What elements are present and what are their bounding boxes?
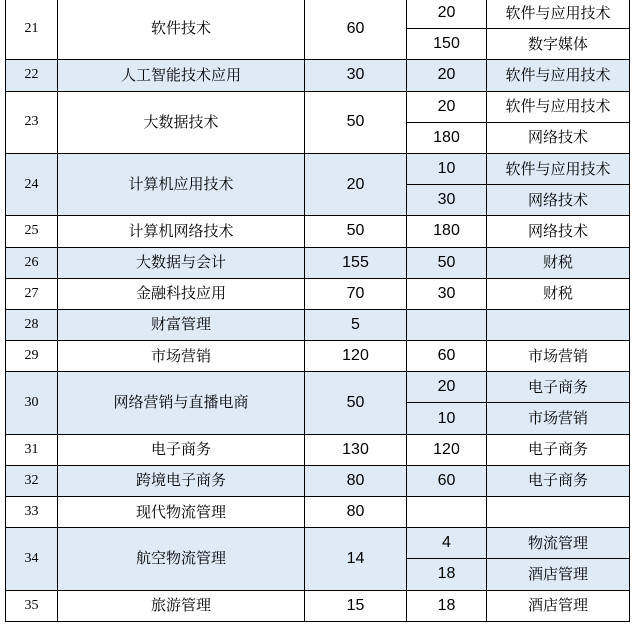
sub-count-cell: 18 [407, 590, 487, 621]
target-major-cell: 电子商务 [487, 465, 630, 496]
plan-count-cell: 50 [305, 372, 407, 434]
plan-count-cell: 130 [305, 434, 407, 465]
sub-count-cell: 20 [407, 91, 487, 122]
major-name-cell: 计算机应用技术 [58, 153, 305, 215]
target-major-cell: 市场营销 [487, 403, 630, 434]
target-major-cell: 软件与应用技术 [487, 153, 630, 184]
sub-count-cell: 10 [407, 403, 487, 434]
target-major-cell: 物流管理 [487, 528, 630, 559]
table-row [6, 60, 630, 91]
sub-count-cell: 20 [407, 372, 487, 403]
row-number-cell: 35 [6, 590, 58, 621]
major-name-cell: 大数据技术 [58, 91, 305, 153]
table-row [6, 341, 630, 372]
sub-count-cell: 18 [407, 559, 487, 590]
enrollment-table [5, 0, 630, 622]
plan-count-cell: 60 [305, 0, 407, 60]
target-major-cell: 电子商务 [487, 434, 630, 465]
major-name-cell: 金融科技应用 [58, 278, 305, 309]
sub-count-cell [407, 309, 487, 340]
plan-count-cell: 80 [305, 465, 407, 496]
major-name-cell: 旅游管理 [58, 590, 305, 621]
major-name-cell: 人工智能技术应用 [58, 60, 305, 91]
target-major-cell: 软件与应用技术 [487, 91, 630, 122]
target-major-cell [487, 497, 630, 528]
row-number-cell: 28 [6, 309, 58, 340]
sub-count-cell: 120 [407, 434, 487, 465]
sub-count-cell: 50 [407, 247, 487, 278]
plan-count-cell: 20 [305, 153, 407, 215]
target-major-cell: 网络技术 [487, 185, 630, 216]
major-name-cell: 大数据与会计 [58, 247, 305, 278]
sub-count-cell: 60 [407, 465, 487, 496]
major-name-cell: 财富管理 [58, 309, 305, 340]
plan-count-cell: 80 [305, 497, 407, 528]
table-row [6, 91, 630, 122]
sub-count-cell: 20 [407, 0, 487, 29]
row-number-cell: 33 [6, 497, 58, 528]
table-row [6, 434, 630, 465]
row-number-cell: 21 [6, 0, 58, 60]
row-number-cell: 26 [6, 247, 58, 278]
sub-count-cell: 180 [407, 122, 487, 153]
major-name-cell: 网络营销与直播电商 [58, 372, 305, 434]
table-row [6, 465, 630, 496]
table-row [6, 528, 630, 559]
row-number-cell: 27 [6, 278, 58, 309]
plan-count-cell: 50 [305, 216, 407, 247]
row-number-cell: 34 [6, 528, 58, 590]
sub-count-cell: 10 [407, 153, 487, 184]
row-number-cell: 29 [6, 341, 58, 372]
table-row [6, 372, 630, 403]
table-row [6, 0, 630, 29]
major-name-cell: 计算机网络技术 [58, 216, 305, 247]
table-row [6, 590, 630, 621]
plan-count-cell: 70 [305, 278, 407, 309]
plan-count-cell: 50 [305, 91, 407, 153]
plan-count-cell: 14 [305, 528, 407, 590]
row-number-cell: 23 [6, 91, 58, 153]
target-major-cell [487, 309, 630, 340]
plan-count-cell: 5 [305, 309, 407, 340]
sub-count-cell: 180 [407, 216, 487, 247]
target-major-cell: 市场营销 [487, 341, 630, 372]
major-name-cell: 现代物流管理 [58, 497, 305, 528]
target-major-cell: 酒店管理 [487, 559, 630, 590]
table-row [6, 309, 630, 340]
target-major-cell: 网络技术 [487, 122, 630, 153]
plan-count-cell: 30 [305, 60, 407, 91]
plan-count-cell: 155 [305, 247, 407, 278]
row-number-cell: 30 [6, 372, 58, 434]
row-number-cell: 31 [6, 434, 58, 465]
table-row [6, 497, 630, 528]
sub-count-cell: 30 [407, 185, 487, 216]
target-major-cell: 酒店管理 [487, 590, 630, 621]
major-name-cell: 软件技术 [58, 0, 305, 60]
target-major-cell: 软件与应用技术 [487, 0, 630, 29]
target-major-cell: 财税 [487, 278, 630, 309]
sub-count-cell [407, 497, 487, 528]
table-row [6, 153, 630, 184]
major-name-cell: 跨境电子商务 [58, 465, 305, 496]
plan-count-cell: 120 [305, 341, 407, 372]
sub-count-cell: 20 [407, 60, 487, 91]
sub-count-cell: 60 [407, 341, 487, 372]
sub-count-cell: 150 [407, 29, 487, 60]
row-number-cell: 22 [6, 60, 58, 91]
target-major-cell: 软件与应用技术 [487, 60, 630, 91]
table-body [6, 0, 630, 621]
target-major-cell: 财税 [487, 247, 630, 278]
sub-count-cell: 4 [407, 528, 487, 559]
target-major-cell: 电子商务 [487, 372, 630, 403]
target-major-cell: 数字媒体 [487, 29, 630, 60]
table-row [6, 278, 630, 309]
row-number-cell: 32 [6, 465, 58, 496]
sub-count-cell: 30 [407, 278, 487, 309]
row-number-cell: 24 [6, 153, 58, 215]
table-row [6, 247, 630, 278]
major-name-cell: 市场营销 [58, 341, 305, 372]
table-row [6, 216, 630, 247]
enrollment-table-wrapper [5, 0, 629, 622]
target-major-cell: 网络技术 [487, 216, 630, 247]
plan-count-cell: 15 [305, 590, 407, 621]
major-name-cell: 航空物流管理 [58, 528, 305, 590]
row-number-cell: 25 [6, 216, 58, 247]
major-name-cell: 电子商务 [58, 434, 305, 465]
